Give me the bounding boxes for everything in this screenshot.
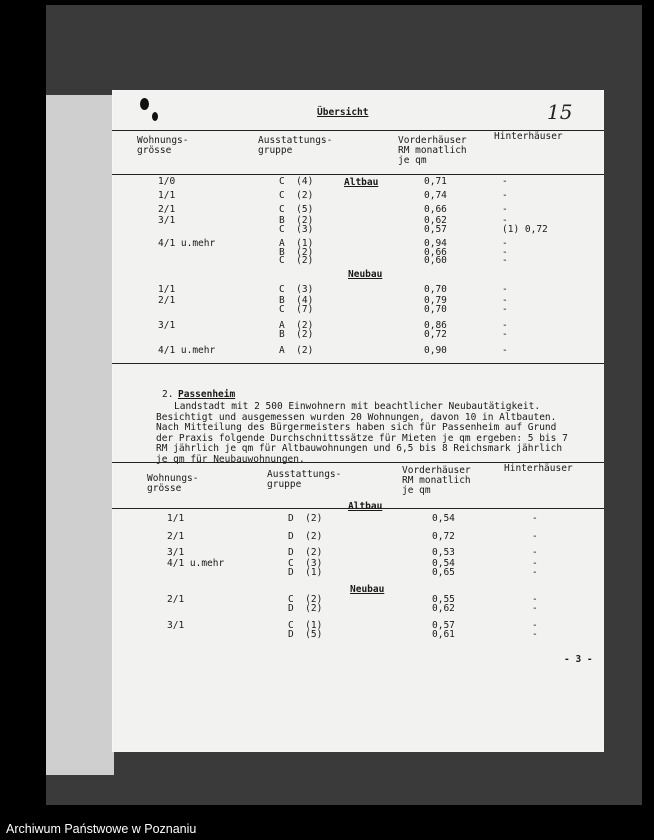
paragraph-line: je qm für Neubauwohnungen. [156,453,305,465]
col-header-front: Vorderhäuser RM monatlich je qm [398,135,467,166]
table-cell-front: 0,54 0,65 [432,558,455,578]
table-cell-size: 1/1 [158,190,176,201]
table-cell-group: D (2) [288,531,323,542]
table-cell-size: 2/1 [158,295,176,306]
page-footer-number: - 3 - [564,654,593,665]
table-cell-size: 1/1 [158,284,176,295]
table-cell-front: 0,86 0,72 [424,320,447,340]
divider [112,363,604,364]
col-header-back: Hinterhäuser [504,463,573,474]
col-header-size: Wohnungs- grösse [137,135,189,156]
section-heading: Passenheim [178,389,236,400]
section-label: Altbau [348,501,383,512]
table-cell-front: 0,74 [424,190,447,201]
table-cell-size: 4/1 u.mehr [158,238,216,249]
col-header-front: Vorderhäuser RM monatlich je qm [402,465,471,496]
table-cell-size: 4/1 u.mehr [167,558,225,569]
table-cell-group: B (2) C (3) [279,215,314,235]
ink-blot [140,98,149,110]
table-cell-front: 0,79 0,70 [424,295,447,315]
table-cell-size: 3/1 [167,547,185,558]
paragraph-line: Landstadt mit 2 500 Einwohnern mit beachtlicher Neubautätigkeit. [174,401,541,412]
table-cell-front: 0,54 [432,513,455,524]
table-cell-front: 0,53 [432,547,455,558]
col-header-back: Hinterhäuser [494,131,563,142]
table-cell-size: 3/1 [158,215,176,226]
table-cell-size: 4/1 u.mehr [158,345,216,356]
table-cell-front: 0,70 [424,284,447,295]
table-cell-group: C (4) [279,176,314,187]
section-label: Altbau [344,177,379,188]
section-label: Neubau [348,269,383,280]
table-cell-front: 0,66 [424,204,447,215]
col-header-size: Wohnungs- grösse [147,473,199,494]
table-cell-size: 2/1 [167,531,185,542]
table-cell-back: - [532,547,538,558]
table-cell-size: 1/0 [158,176,176,187]
divider [112,174,604,175]
table-cell-front: 0,55 0,62 [432,594,455,614]
table-cell-group: C (1) D (5) [288,620,323,640]
col-header-group: Ausstattungs- gruppe [258,135,333,156]
table-cell-size: 2/1 [158,204,176,215]
table-cell-back: - [502,284,508,295]
table-cell-front: 0,57 0,61 [432,620,455,640]
table-cell-size: 2/1 [167,594,185,605]
table-cell-size: 3/1 [158,320,176,331]
table-cell-size: 3/1 [167,620,185,631]
table-cell-back: - [502,345,508,356]
table-cell-group: A (2) B (2) [279,320,314,340]
table-cell-front: 0,71 [424,176,447,187]
table-cell-group: C (2) D (2) [288,594,323,614]
page-title: Übersicht [317,107,369,118]
col-header-group: Ausstattungs- gruppe [267,469,342,490]
table-cell-group: A (2) [279,345,314,356]
table-cell-back: - - [532,558,538,578]
table-cell-front: 0,94 0,66 0,60 [424,238,447,266]
table-cell-back: - - [502,295,508,315]
table-cell-group: C (2) [279,190,314,201]
table-cell-group: B (4) C (7) [279,295,314,315]
paragraph-line: Nach Mitteilung des Bürgermeisters haben sich für Passenheim auf Grund [156,422,557,434]
table-cell-back: - [502,190,508,201]
table-cell-group: A (1) B (2) C (2) [279,238,314,266]
table-cell-front: 0,90 [424,345,447,356]
table-cell-back: - (1) 0,72 [502,215,548,235]
table-cell-group: C (5) [279,204,314,215]
archive-footer [0,818,654,840]
table-cell-back: - [532,513,538,524]
section-label: Neubau [350,584,385,595]
left-paper-strip [46,95,114,775]
table-cell-front: 0,62 0,57 [424,215,447,235]
paragraph-line: RM jährlich je qm für Altbauwohnungen und 6,5 bis 8 Reichsmark jährlich [156,443,563,455]
paragraph-line: Besichtigt und ausgemessen wurden 20 Wohnungen, davon 10 in Altbauten. [156,411,557,423]
document-page [112,90,604,752]
table-cell-front: 0,72 [432,531,455,542]
section-paragraph [144,402,594,466]
table-cell-back: - [502,204,508,215]
table-cell-size: 1/1 [167,513,185,524]
table-cell-back: - [532,531,538,542]
paragraph-line: der Praxis folgende Durchschnittssätze für Mieten je qm ergeben: 5 bis 7 [156,432,568,444]
ink-blot [152,112,158,121]
table-cell-group: D (2) [288,513,323,524]
archive-caption: Archiwum Państwowe w Poznaniu [6,822,197,836]
table-cell-back: - - [502,320,508,340]
table-cell-group: C (3) [279,284,314,295]
table-cell-back: - - [532,620,538,640]
table-cell-group: D (2) [288,547,323,558]
page-number: 15 [547,100,573,124]
table-cell-back: - - - [502,238,508,266]
table-cell-back: - [502,176,508,187]
section-number: 2. [162,389,174,400]
table-cell-back: - - [532,594,538,614]
table-cell-group: C (3) D (1) [288,558,323,578]
